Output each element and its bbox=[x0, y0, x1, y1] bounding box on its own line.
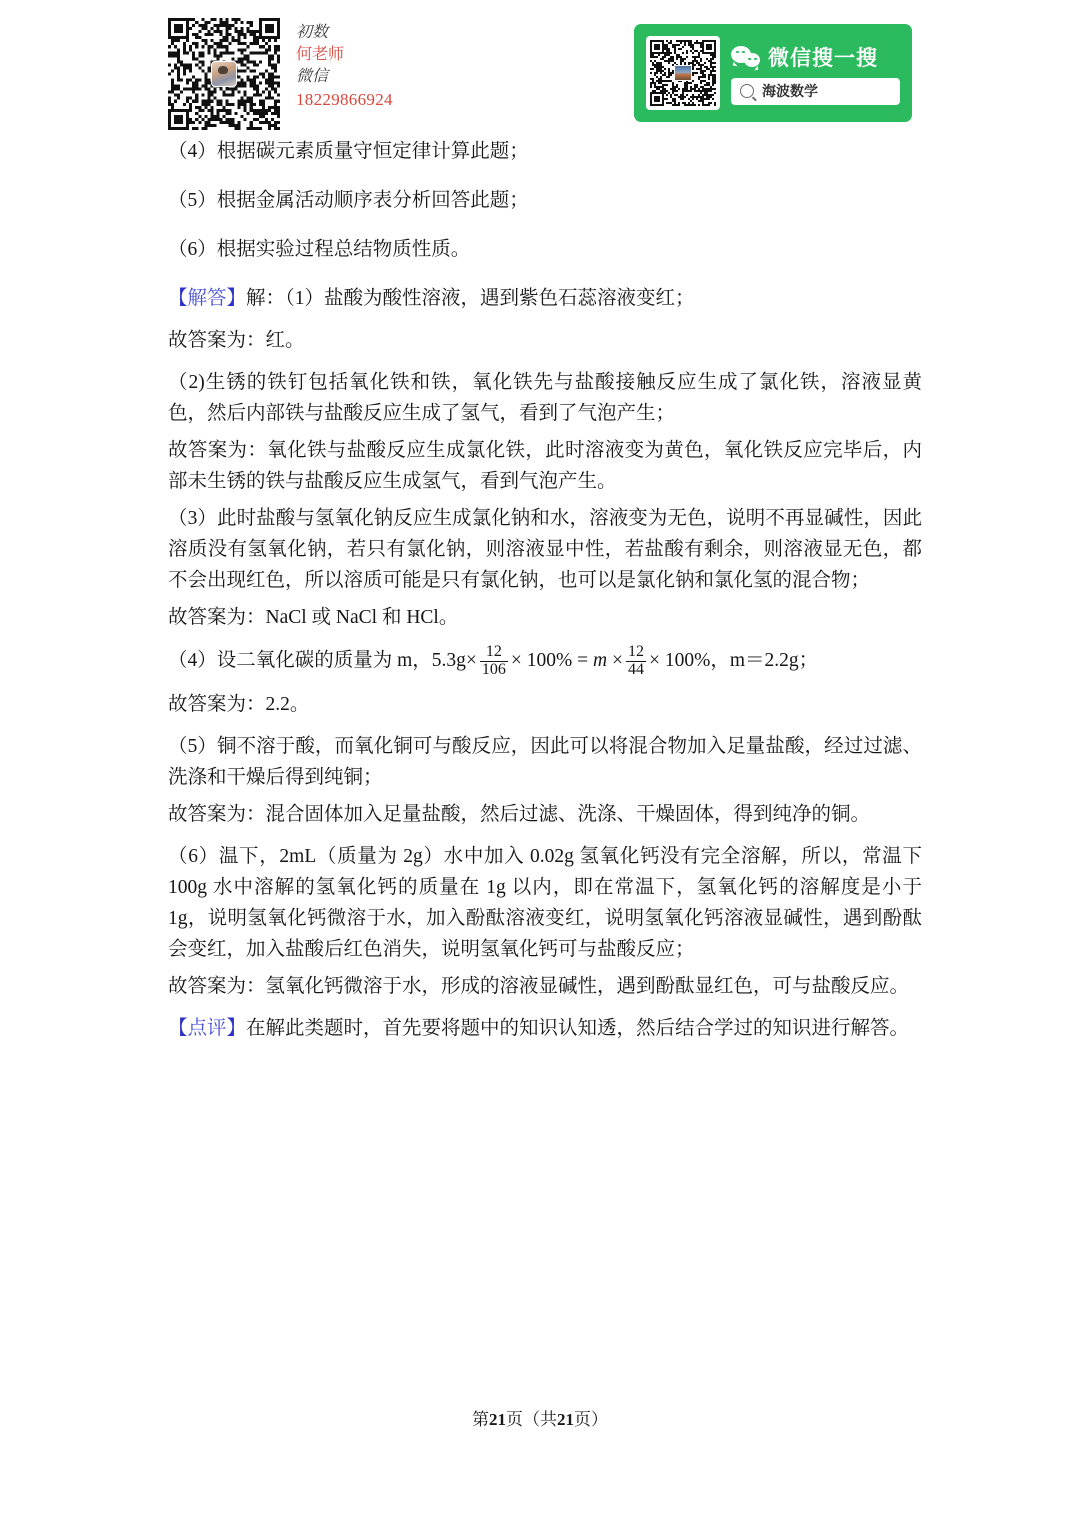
wechat-official-account-qr-code bbox=[646, 36, 720, 110]
qr-center-avatar-icon bbox=[211, 61, 237, 87]
wechat-search-keyword: 海波数学 bbox=[762, 83, 818, 99]
part-4-expr-c: × bbox=[612, 649, 624, 671]
header-watermark-strip bbox=[0, 0, 1080, 140]
page-footer bbox=[0, 1405, 1080, 1430]
solution-lead-text: 解：（1）盐酸为酸性溶液，遇到紫色石蕊溶液变红； bbox=[246, 288, 695, 309]
answer-line-3: 故答案为：NaCl 或 NaCl 和 HCl。 bbox=[168, 607, 459, 628]
answer-line-6: 故答案为：氢氧化钙微溶于水，形成的溶液显碱性，遇到酚酞显红色，可与盐酸反应。 bbox=[168, 976, 910, 998]
fraction-12-over-44: $\frac{12}{44}$ bbox=[628, 643, 645, 678]
answer-line-1: 故答案为：红。 bbox=[168, 330, 305, 351]
answer-line-2: 故答案为：氧化铁与盐酸反应生成氯化铁，此时溶液变为黄色，氧化铁反应完毕后，内部未生锈的铁与盐酸反应生成氢气，看到气泡产生。 bbox=[168, 440, 922, 492]
search-icon bbox=[740, 84, 754, 98]
contact-phone-number: 18229866924 bbox=[296, 90, 393, 110]
review-text: 在解此类题时，首先要将题中的知识认知透，然后结合学过的知识进行解答。 bbox=[246, 1018, 910, 1040]
part-6-explanation: （6）温下，2mL（质量为 2g）水中加入 0.02g 氢氧化钙没有完全溶解，所以，常温下 100g 水中溶解的氢氧化钙的质量在 1g 以内，即在常温下，氢氧化钙的溶解度是小于 1g，说明氢氧化钙微溶于水，加入酚酞溶液变红，说明氢氧化钙溶液显碱性，遇到酚酞会变红，加入盐酸后红色消失，说明氢氧化钙可与盐酸反应； bbox=[168, 846, 922, 961]
analysis-item-5: （5）根据金属活动顺序表分析回答此题； bbox=[168, 190, 529, 211]
footer-total-pages: 21 bbox=[557, 1410, 574, 1429]
fraction-12-over-106: $\frac{12}{106}$ bbox=[481, 643, 506, 678]
part-4-expr-a: 5.3g× bbox=[431, 649, 477, 671]
part-4-expr-b: × 100% = bbox=[510, 649, 589, 671]
part-4-expr-d: × 100%，m＝2.2g； bbox=[649, 649, 819, 671]
wechat-logo-icon bbox=[731, 46, 761, 68]
footer-suffix: 页） bbox=[574, 1410, 608, 1429]
review-tag: 【点评】 bbox=[168, 1018, 247, 1040]
personal-qr-code bbox=[168, 18, 280, 130]
wechat-search-banner bbox=[634, 24, 912, 122]
wechat-banner-title: 微信搜一搜 bbox=[768, 46, 878, 70]
analysis-item-6: （6）根据实验过程总结物质性质。 bbox=[168, 239, 471, 260]
wechat-banner-content bbox=[731, 42, 900, 105]
part-2-explanation: （2)生锈的铁钉包括氧化铁和铁，氧化铁先与盐酸接触反应生成了氯化铁，溶液显黄色，然后内部铁与盐酸反应生成了氢气，看到了气泡产生； bbox=[168, 372, 922, 424]
answer-line-4: 故答案为：2.2。 bbox=[168, 694, 310, 716]
document-body bbox=[168, 136, 922, 1044]
wechat-search-box[interactable] bbox=[731, 78, 900, 105]
answer-line-5: 故答案为：混合固体加入足量盐酸，然后过滤、洗涤、干燥固体，得到纯净的铜。 bbox=[168, 804, 871, 826]
qr-center-photo-icon bbox=[674, 65, 692, 81]
teacher-contact-card bbox=[168, 18, 393, 130]
solution-lead-line bbox=[168, 283, 922, 314]
footer-middle: 页（共 bbox=[506, 1410, 557, 1429]
contact-teacher-name: 何老师 bbox=[296, 46, 345, 64]
variable-m: m bbox=[593, 649, 608, 671]
part-5-explanation: （5）铜不溶于酸，而氧化铜可与酸反应，因此可以将混合物加入足量盐酸，经过过滤、洗涤和干燥后得到纯铜； bbox=[168, 736, 922, 789]
footer-page-number: 21 bbox=[489, 1410, 506, 1429]
solution-tag: 【解答】 bbox=[168, 288, 247, 309]
part-3-explanation: （3）此时盐酸与氢氧化钠反应生成氯化钠和水，溶液变为无色，说明不再显碱性，因此溶质没有氢氧化钠，若只有氯化钠，则溶液显中性，若盐酸有剩余，则溶液显无色，都不会出现红色，所以溶质可能是只有氯化钠，也可以是氯化钠和氯化氢的混合物； bbox=[168, 508, 922, 591]
part-4-calculation bbox=[168, 644, 922, 678]
wechat-title-row bbox=[731, 42, 900, 72]
part-4-prefix: （4）设二氧化碳的质量为 m， bbox=[168, 649, 432, 671]
contact-wechat-label: 微信 bbox=[296, 68, 329, 86]
analysis-item-4: （4）根据碳元素质量守恒定律计算此题； bbox=[168, 141, 529, 162]
review-line bbox=[168, 1013, 922, 1044]
contact-text-lines bbox=[296, 18, 393, 112]
contact-subject-label: 初数 bbox=[296, 24, 329, 41]
footer-prefix: 第 bbox=[472, 1410, 489, 1429]
